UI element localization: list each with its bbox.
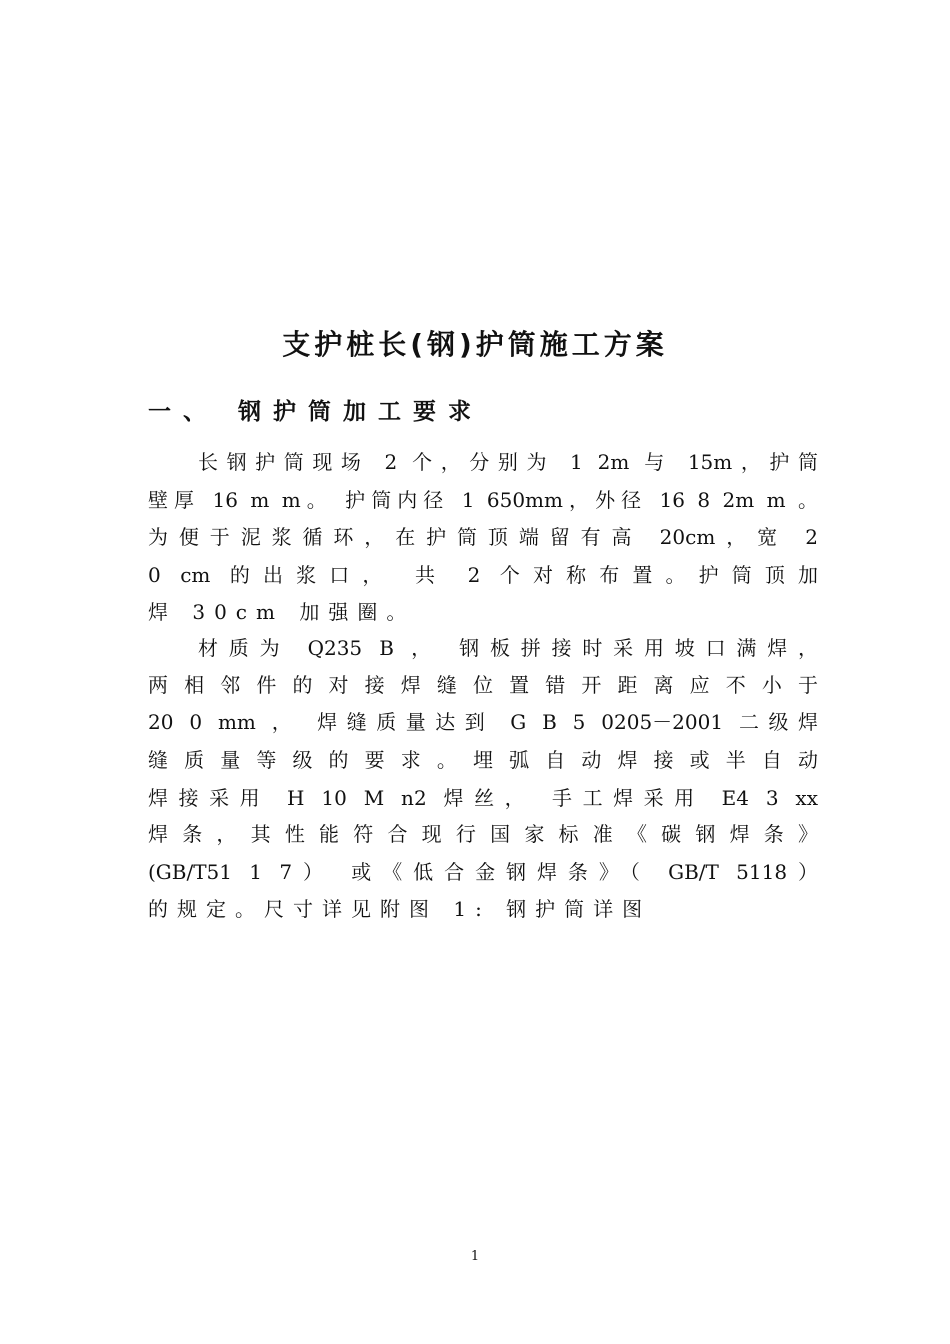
paragraph-line: 壁厚 16 m m。 护筒内径 1 650mm，外径 16 8 2m m 。 <box>148 488 818 512</box>
paragraph-line: 两相邻件的对接焊缝位置错开距离应不小于 <box>148 673 818 697</box>
paragraph-line: 长钢护筒现场 2 个，分别为 1 2m 与 15m，护筒 <box>198 450 818 474</box>
document-title: 支护桩长(钢)护筒施工方案 <box>282 328 668 361</box>
paragraph-line: 焊条，其性能符合现行国家标准《碳钢焊条》 <box>148 822 818 846</box>
paragraph-line: 焊 30cm 加强圈。 <box>148 600 416 624</box>
paragraph-line: 20 0 mm ， 焊缝质量达到 G B 5 0205－2001 二级焊 <box>148 710 818 734</box>
paragraph-line: 材质为 Q235 B ， 钢板拼接时采用坡口满焊， <box>198 636 818 660</box>
section-heading: 一、 钢护筒加工要求 <box>148 399 484 425</box>
paragraph-line: 缝质量等级的要求。埋弧自动焊接或半自动 <box>148 748 818 772</box>
paragraph-line: 的规定。尺寸详见附图 1: 钢护筒详图 <box>148 897 652 921</box>
paragraph-line: (GB/T51 1 7） 或《低合金钢焊条》（ GB/T 5118） <box>148 860 818 884</box>
page-number: 1 <box>470 1249 480 1264</box>
paragraph-line: 0 cm 的出浆口， 共 2 个对称布置。护筒顶加 <box>148 563 818 587</box>
paragraph-line: 焊接采用 H 10 M n2 焊丝， 手工焊采用 E4 3 xx <box>148 786 818 810</box>
paragraph-line: 为便于泥浆循环，在护筒顶端留有高 20cm，宽 2 <box>148 525 818 549</box>
